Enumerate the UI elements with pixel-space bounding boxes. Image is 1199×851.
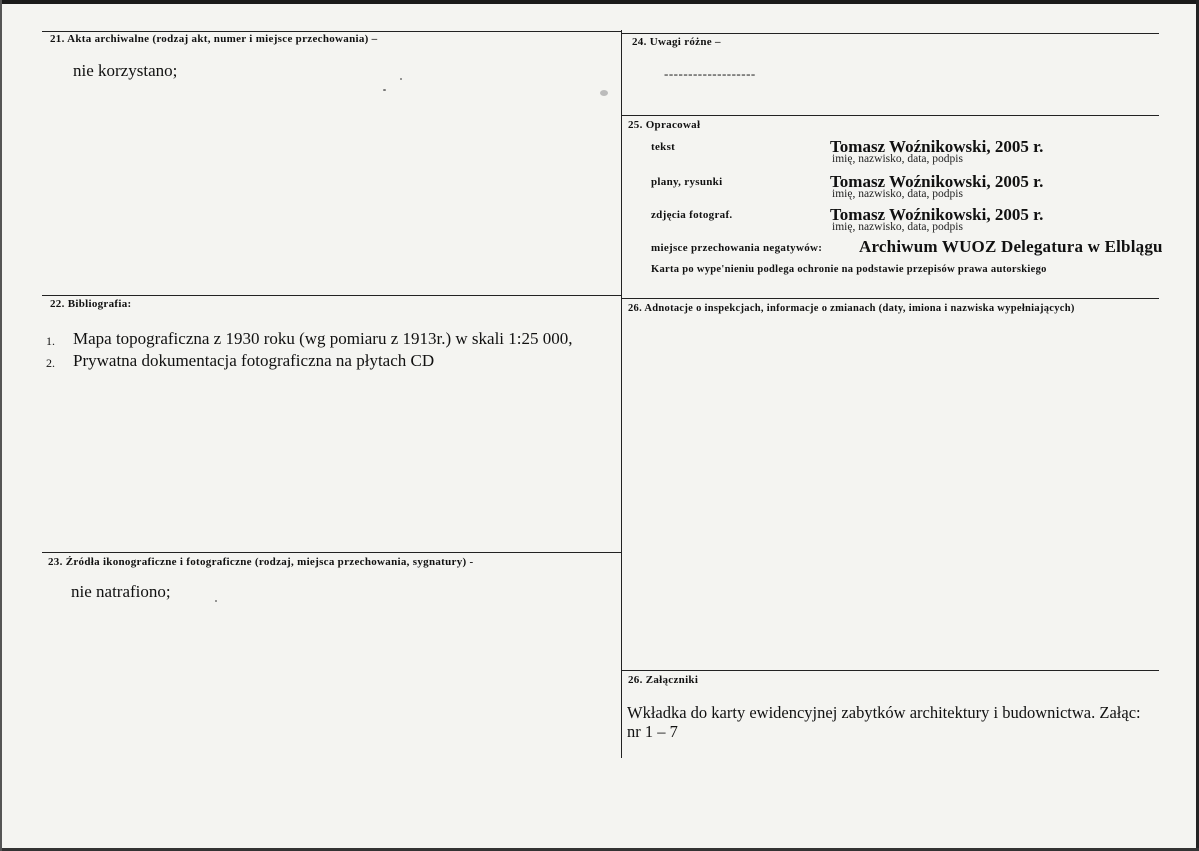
attachments-line-1: Wkładka do karty ewidencyjnej zabytków architektury i budownictwa. Załąc: bbox=[627, 703, 1141, 722]
section-23-value: nie natrafiono; bbox=[71, 582, 171, 601]
section-23-label: 23. Źródła ikonograficzne i fotograficzne (rodzaj, miejsca przechowania, sygnatury) - bbox=[48, 556, 474, 568]
rule-26-26b bbox=[622, 670, 1159, 671]
section-24-label: 24. Uwagi różne – bbox=[632, 36, 721, 48]
scan-speck bbox=[400, 78, 402, 80]
section-22-label: 22. Bibliografia: bbox=[50, 298, 132, 310]
list-item bbox=[46, 350, 573, 372]
copyright-note: Karta po wype'nieniu podlega ochronie na podstawie przepisów prawa autorskiego bbox=[651, 264, 1047, 275]
storage-label: miejsce przechowania negatywów: bbox=[651, 242, 823, 254]
field-zdjecia-caption: imię, nazwisko, data, podpis bbox=[832, 221, 963, 233]
scan-speck bbox=[600, 90, 608, 96]
list-item-text: Mapa topograficzna z 1930 roku (wg pomiaru z 1913r.) w skali 1:25 000, bbox=[73, 329, 573, 348]
field-tekst-name: Tomasz Woźnikowski, 2005 r. bbox=[830, 137, 1044, 156]
storage-value: Archiwum WUOZ Delegatura w Elblągu bbox=[859, 237, 1163, 256]
rule-25-26 bbox=[622, 298, 1159, 299]
scan-speck bbox=[215, 600, 217, 602]
rule-21-22 bbox=[42, 295, 622, 296]
section-24-value: ------------------- bbox=[664, 66, 756, 81]
rule-22-23 bbox=[42, 552, 622, 553]
field-zdjecia-label: zdjęcia fotograf. bbox=[651, 209, 733, 221]
list-item-number: 2. bbox=[46, 356, 55, 370]
field-tekst-caption: imię, nazwisko, data, podpis bbox=[832, 153, 963, 165]
list-item-number: 1. bbox=[46, 334, 55, 348]
section-26-annotations-label: 26. Adnotacje o inspekcjach, informacje o zmianach (daty, imiona i nazwiska wypełniających) bbox=[628, 303, 1075, 314]
bibliography-list bbox=[46, 328, 573, 372]
section-25-label: 25. Opracował bbox=[628, 119, 701, 131]
field-plany-caption: imię, nazwisko, data, podpis bbox=[832, 188, 963, 200]
rule-top-right bbox=[622, 33, 1159, 34]
rule-24-25 bbox=[622, 115, 1159, 116]
scan-border-left bbox=[0, 0, 2, 851]
field-plany-label: plany, rysunki bbox=[651, 176, 723, 188]
field-plany-name: Tomasz Woźnikowski, 2005 r. bbox=[830, 172, 1044, 191]
column-divider bbox=[621, 30, 622, 758]
scan-speck bbox=[383, 89, 386, 91]
list-item-text: Prywatna dokumentacja fotograficzna na płytach CD bbox=[73, 351, 435, 370]
scan-border-top bbox=[0, 0, 1199, 4]
field-tekst-label: tekst bbox=[651, 141, 676, 153]
section-21-value: nie korzystano; bbox=[73, 61, 178, 80]
section-21-label: 21. Akta archiwalne (rodzaj akt, numer i miejsce przechowania) – bbox=[50, 33, 378, 45]
list-item bbox=[46, 328, 573, 350]
attachments-line-2: nr 1 – 7 bbox=[627, 722, 678, 741]
field-zdjecia-name: Tomasz Woźnikowski, 2005 r. bbox=[830, 205, 1044, 224]
section-26-attachments-label: 26. Załączniki bbox=[628, 674, 699, 686]
rule-top-left bbox=[42, 31, 622, 32]
